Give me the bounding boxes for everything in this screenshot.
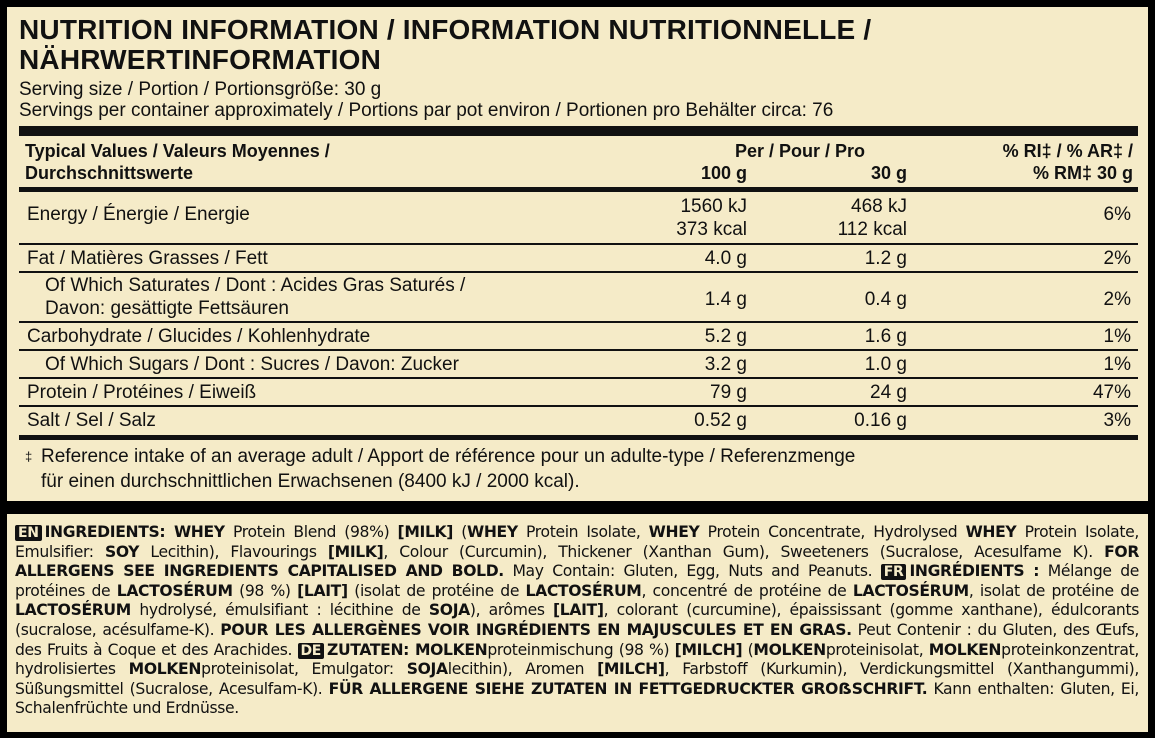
row-divider: [19, 377, 1138, 379]
ingredients-fr-segment: [LAIT]: [297, 581, 348, 600]
row-saturates-100g: 1.4 g: [704, 289, 747, 310]
ingredients-de-segment: FÜR ALLERGENE SIEHE ZUTATEN IN FETTGEDRUCKTER GROẞSCHRIFT.: [328, 679, 928, 698]
ingredients-text: [15, 523, 1139, 719]
row-salt-label: Salt / Sel / Salz: [27, 410, 156, 431]
row-carbohydrate-label: Carbohydrate / Glucides / Kohlenhydrate: [27, 326, 371, 347]
flag-de-badge: DE: [298, 643, 325, 659]
ingredients-fr-segment: LACTOSÉRUM: [116, 581, 233, 600]
ingredients-en-segment: [MILK]: [327, 542, 384, 561]
row-protein-label: Protein / Protéines / Eiweiß: [27, 382, 257, 403]
ingredients-fr-segment: [LAIT]: [553, 601, 604, 620]
row-sugars-30g: 1.0 g: [864, 354, 907, 375]
row-fat-100g: 4.0 g: [704, 248, 747, 269]
row-salt-ri: 3%: [1103, 410, 1131, 431]
ingredients-de-segment: lecithin), Aromen: [447, 660, 598, 679]
ingredients-de-segment: SOJA: [406, 660, 448, 679]
ingredients-de-segment: Kann enthalten: Gluten, Ei, Schalenfrüchte und Erdnüsse.: [15, 679, 1139, 718]
row-sugars-label: Of Which Sugars / Dont : Sucres / Davon: Zucker: [45, 354, 459, 375]
nutrition-panel: [7, 7, 1148, 501]
ingredients-de-segment: proteinmischung (98 %): [487, 640, 675, 659]
thick-divider: [19, 126, 1138, 136]
ingredients-en-segment: WHEY: [648, 523, 700, 541]
ingredients-fr-segment: , colorant (curcumine), épaississant (gomme xanthane), édulcorants (sucralose, acésulfame-K).: [15, 601, 1140, 639]
row-sugars-100g: 3.2 g: [704, 354, 747, 375]
ingredients-fr-segment: ), arômes: [469, 601, 554, 620]
ingredients-de-segment: , Farbstoff (Kurkumin), Verdickungsmittel (Xanthangummi), Süßungsmittel (Sucralose, Acesulfam-K).: [15, 660, 1139, 698]
row-energy-100g: 1560 kJ 373 kcal: [676, 196, 747, 240]
header-typical-values: Typical Values / Valeurs Moyennes / Durchschnittswerte: [25, 141, 330, 183]
row-energy-30g: 468 kJ 112 kcal: [837, 196, 907, 240]
ingredients-en-segment: [MILK]: [397, 523, 454, 541]
ingredients-en-segment: May Contain: Gluten, Egg, Nuts and Peanuts.: [503, 562, 881, 581]
header-ri: % RI‡ / % AR‡ / % RM‡ 30 g: [1002, 141, 1133, 183]
row-salt-100g: 0.52 g: [694, 410, 747, 431]
row-energy-ri: 6%: [1103, 204, 1131, 225]
serving-size: Serving size / Portion / Portionsgröße: 30 g: [19, 79, 382, 100]
ingredients-en-segment: Protein Isolate, Emulsifier:: [15, 523, 1140, 561]
row-fat-ri: 2%: [1103, 248, 1131, 269]
row-protein-ri: 47%: [1092, 382, 1131, 403]
row-energy-label: Energy / Énergie / Energie: [27, 204, 250, 225]
row-carbohydrate-30g: 1.6 g: [864, 326, 907, 347]
ingredients-fr-segment: LACTOSÉRUM: [525, 581, 642, 600]
row-divider: [19, 243, 1138, 245]
row-sugars-ri: 1%: [1103, 354, 1131, 375]
ingredients-fr-segment: SOJA: [428, 601, 470, 620]
ingredients-de-segment: [MILCH]: [674, 640, 743, 659]
ingredients-en-segment: SOY: [104, 542, 140, 561]
ingredients-en-segment: FOR ALLERGENS SEE INGREDIENTS CAPITALISED AND BOLD.: [15, 542, 1139, 581]
ingredients-en-segment: (: [453, 523, 467, 541]
ingredients-de-segment: proteinisolat, Emulgator:: [201, 660, 407, 679]
table-bottom-divider: [19, 435, 1138, 440]
row-protein-30g: 24 g: [870, 382, 907, 403]
ingredients-de-segment: MOLKEN: [128, 660, 202, 679]
ingredients-fr-segment: Peut Contenir : du Gluten, des Œufs, des Fruits à Coque et des Arachides.: [15, 620, 1139, 659]
row-divider: [19, 349, 1138, 351]
ingredients-de-segment: ZUTATEN: MOLKEN: [327, 640, 488, 659]
ingredients-fr-segment: (98 %): [232, 581, 298, 600]
title-line-2: NÄHRWERTINFORMATION: [19, 44, 382, 75]
ingredients-de-segment: proteinisolat,: [825, 640, 929, 659]
ingredients-en-segment: INGREDIENTS: WHEY: [44, 523, 225, 541]
row-divider: [19, 321, 1138, 323]
row-saturates-30g: 0.4 g: [864, 289, 907, 310]
header-30g: 30 g: [870, 163, 907, 183]
footnote-text: Reference intake of an average adult / Apport de référence pour un adulte-type / Referenzmenge für einen durchschnittlichen Erwachsenen (8400 kJ / 2000 kcal).: [41, 446, 856, 492]
ingredients-en-segment: WHEY: [965, 523, 1017, 541]
ingredients-fr-segment: (isolat de protéine de: [347, 581, 526, 600]
ingredients-en-segment: Protein Isolate,: [517, 523, 649, 541]
row-protein-100g: 79 g: [710, 382, 747, 403]
ingredients-fr-segment: INGRÉDIENTS :: [909, 562, 1040, 581]
header-per: Per / Pour / Pro: [735, 141, 866, 161]
row-saturates-label: Of Which Saturates / Dont : Acides Gras Saturés / Davon: gesättigte Fettsäuren: [45, 275, 466, 319]
ingredients-fr-segment: hydrolysé, émulsifiant : lécithine de: [130, 601, 429, 620]
ingredients-fr-segment: , isolat de protéine de: [968, 581, 1139, 600]
row-carbohydrate-ri: 1%: [1103, 326, 1131, 347]
row-divider: [19, 271, 1138, 273]
ingredients-fr-segment: , concentré de protéine de: [641, 581, 853, 600]
ingredients-de-segment: MOLKEN: [753, 640, 826, 659]
flag-en-badge: EN: [15, 525, 42, 541]
ingredients-en-segment: Lecithin), Flavourings: [139, 542, 328, 561]
row-saturates-ri: 2%: [1103, 289, 1131, 310]
ingredients-fr-segment: LACTOSÉRUM: [15, 601, 131, 620]
header-divider: [19, 187, 1138, 192]
header-100g: 100 g: [700, 163, 747, 183]
ingredients-fr-segment: Mélange de protéines de: [15, 562, 1139, 600]
servings-per-container: Servings per container approximately / Portions par pot environ / Portionen pro Behälter circa: 76: [19, 100, 834, 121]
ingredients-fr-segment: POUR LES ALLERGÈNES VOIR INGRÉDIENTS EN MAJUSCULES ET EN GRAS.: [220, 620, 852, 639]
ingredients-de-segment: MOLKEN: [928, 640, 1002, 659]
nutrition-title: [19, 15, 871, 75]
row-fat-30g: 1.2 g: [864, 248, 907, 269]
ingredients-en-segment: Protein Concentrate, Hydrolysed: [699, 523, 966, 541]
flag-fr-badge: FR: [881, 564, 907, 580]
ingredients-en-segment: , Colour (Curcumin), Thickener (Xanthan Gum), Sweeteners (Sucralose, Acesulfame K).: [383, 542, 1105, 561]
row-fat-label: Fat / Matières Grasses / Fett: [27, 248, 268, 269]
ingredients-en-segment: Protein Blend (98%): [224, 523, 398, 541]
row-divider: [19, 405, 1138, 407]
ingredients-de-segment: (: [742, 640, 754, 659]
row-salt-30g: 0.16 g: [854, 410, 907, 431]
ingredients-de-segment: proteinkonzentrat, hydrolisiertes: [15, 640, 1139, 679]
ingredients-panel: [7, 514, 1148, 732]
ingredients-fr-segment: LACTOSÉRUM: [852, 581, 969, 600]
row-carbohydrate-100g: 5.2 g: [704, 326, 747, 347]
footnote-mark: ‡: [25, 449, 33, 464]
title-line-1: NUTRITION INFORMATION / INFORMATION NUTRITIONNELLE /: [19, 14, 872, 45]
ingredients-en-segment: WHEY: [467, 523, 518, 541]
ingredients-de-segment: [MILCH]: [597, 660, 665, 679]
